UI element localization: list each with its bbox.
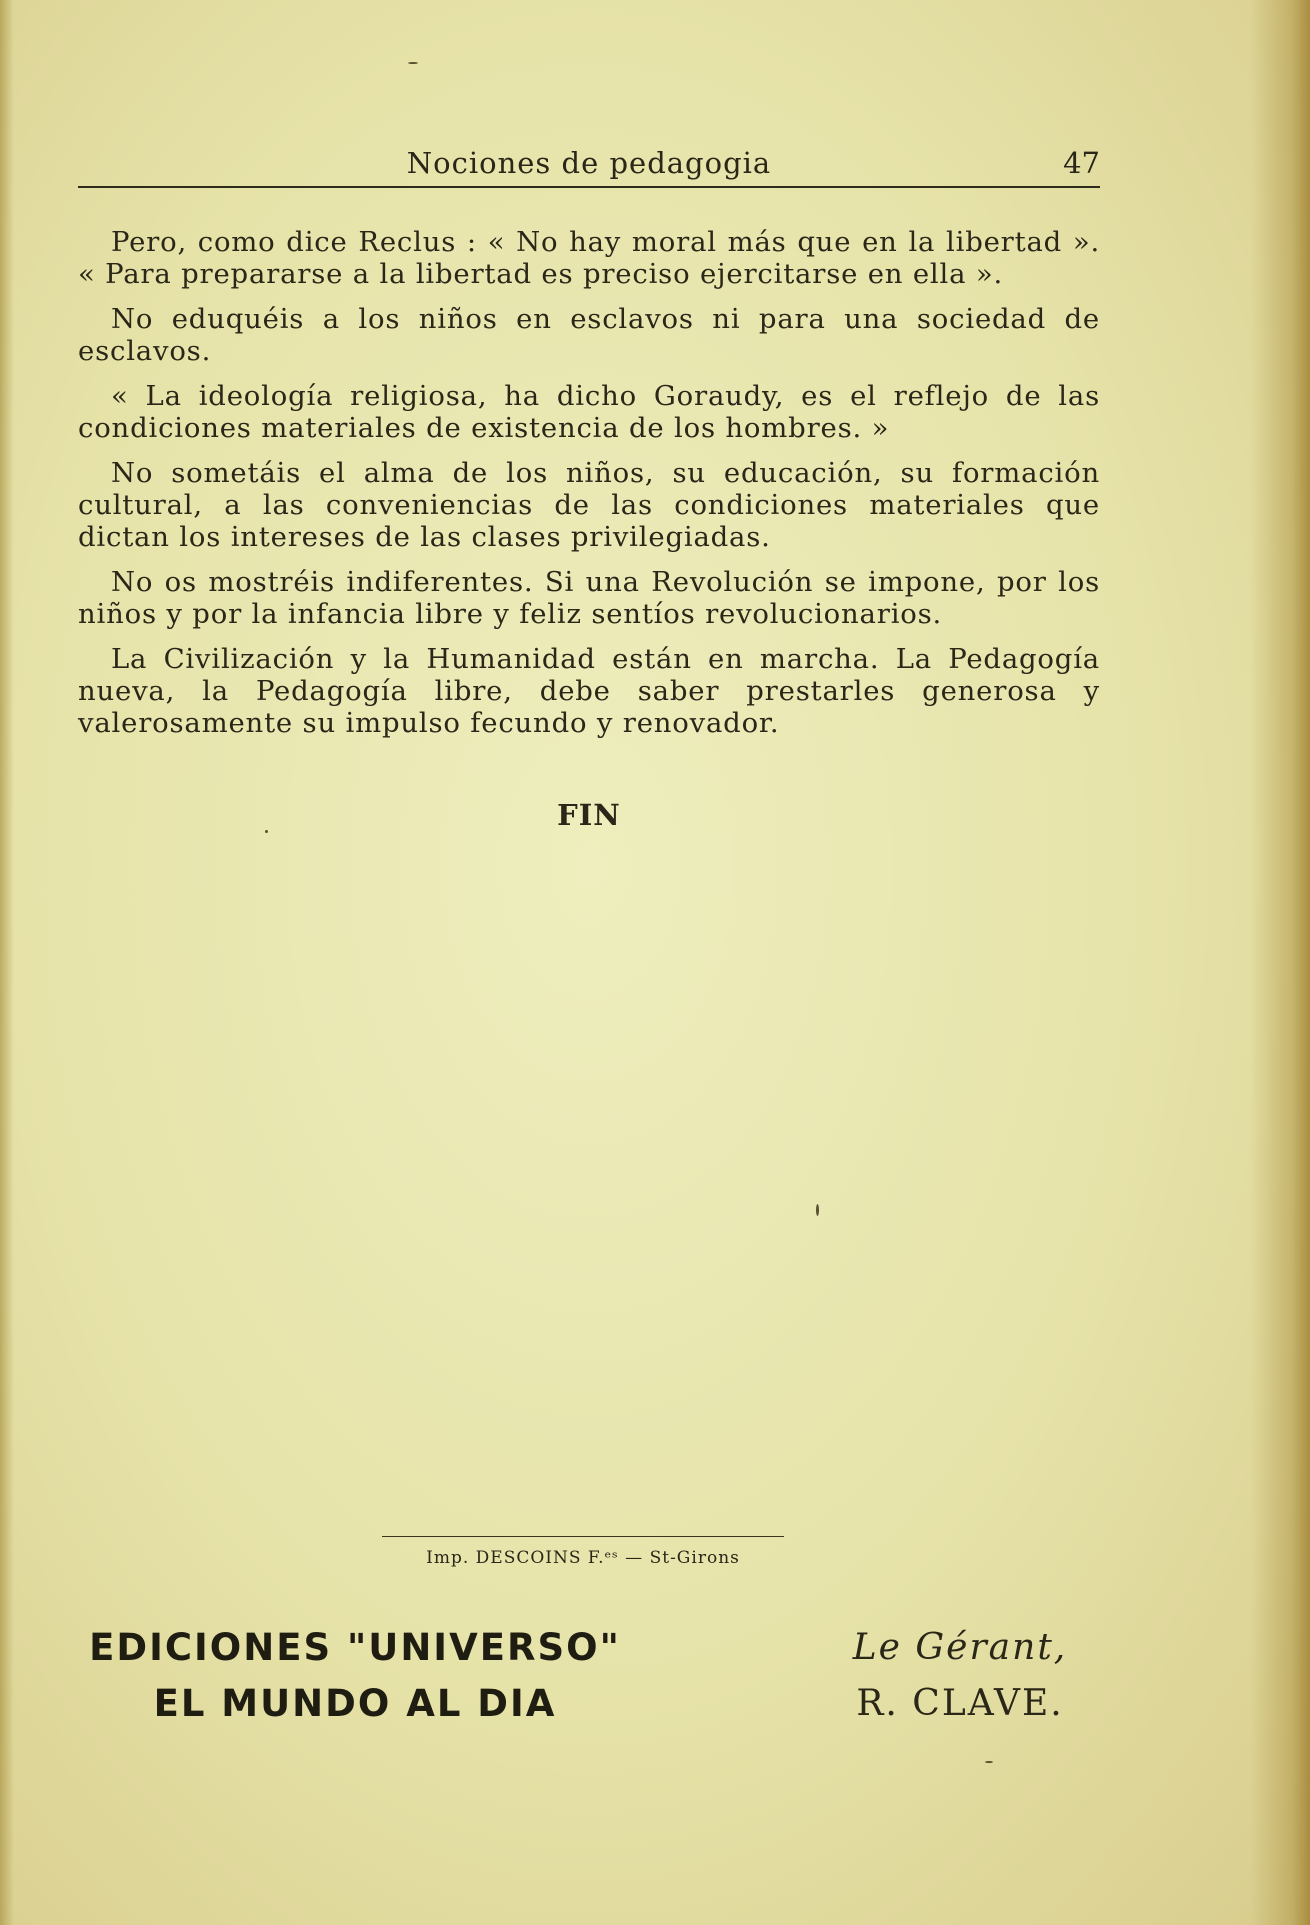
paragraph: Pero, como dice Reclus : « No hay moral más que en la libertad ». « Para prepararse a la libertad es preciso ejercitarse en ella ». bbox=[78, 226, 1100, 290]
paragraph: La Civilización y la Humanidad están en marcha. La Pedagogía nueva, la Pedagogía libre, debe saber prestarles generosa y valerosamente su impulso fecundo y renovador. bbox=[78, 643, 1100, 739]
running-title: Nociones de pedagogia bbox=[406, 146, 772, 180]
page-right-edge bbox=[1250, 0, 1310, 1925]
publisher-name: EDICIONES "UNIVERSO" bbox=[89, 1626, 621, 1669]
page-number: 47 bbox=[1063, 146, 1100, 180]
page-left-edge bbox=[0, 0, 14, 1925]
paper-speck bbox=[816, 1204, 819, 1216]
imprint-rule bbox=[382, 1536, 784, 1537]
manager-block bbox=[820, 1620, 1100, 1732]
printer-imprint: Imp. DESCOINS F.ᵉˢ — St-Girons bbox=[426, 1548, 740, 1568]
paragraph: « La ideología religiosa, ha dicho Goraudy, es el reflejo de las condiciones materiales de existencia de los hombres. » bbox=[78, 380, 1100, 444]
paper-speck bbox=[265, 830, 268, 833]
end-mark: FIN bbox=[557, 798, 621, 832]
paper-speck bbox=[985, 1761, 993, 1763]
paragraph: No os mostréis indiferentes. Si una Revolución se impone, por los niños y por la infancia libre y feliz sentíos revolucionarios. bbox=[78, 566, 1100, 630]
manager-name: R. CLAVE. bbox=[856, 1683, 1064, 1724]
paragraph: No eduquéis a los niños en esclavos ni para una sociedad de esclavos. bbox=[78, 303, 1100, 367]
body-text bbox=[78, 226, 1100, 752]
manager-role: Le Gérant, bbox=[852, 1627, 1068, 1668]
paper-speck bbox=[408, 62, 418, 64]
publisher-series: EL MUNDO AL DIA bbox=[153, 1682, 557, 1725]
running-head bbox=[78, 142, 1100, 188]
paragraph: No sometáis el alma de los niños, su educación, su formación cultural, a las conveniencias de las condiciones materiales que dictan los intereses de las clases privilegiadas. bbox=[78, 457, 1100, 553]
publisher-block bbox=[70, 1620, 640, 1732]
